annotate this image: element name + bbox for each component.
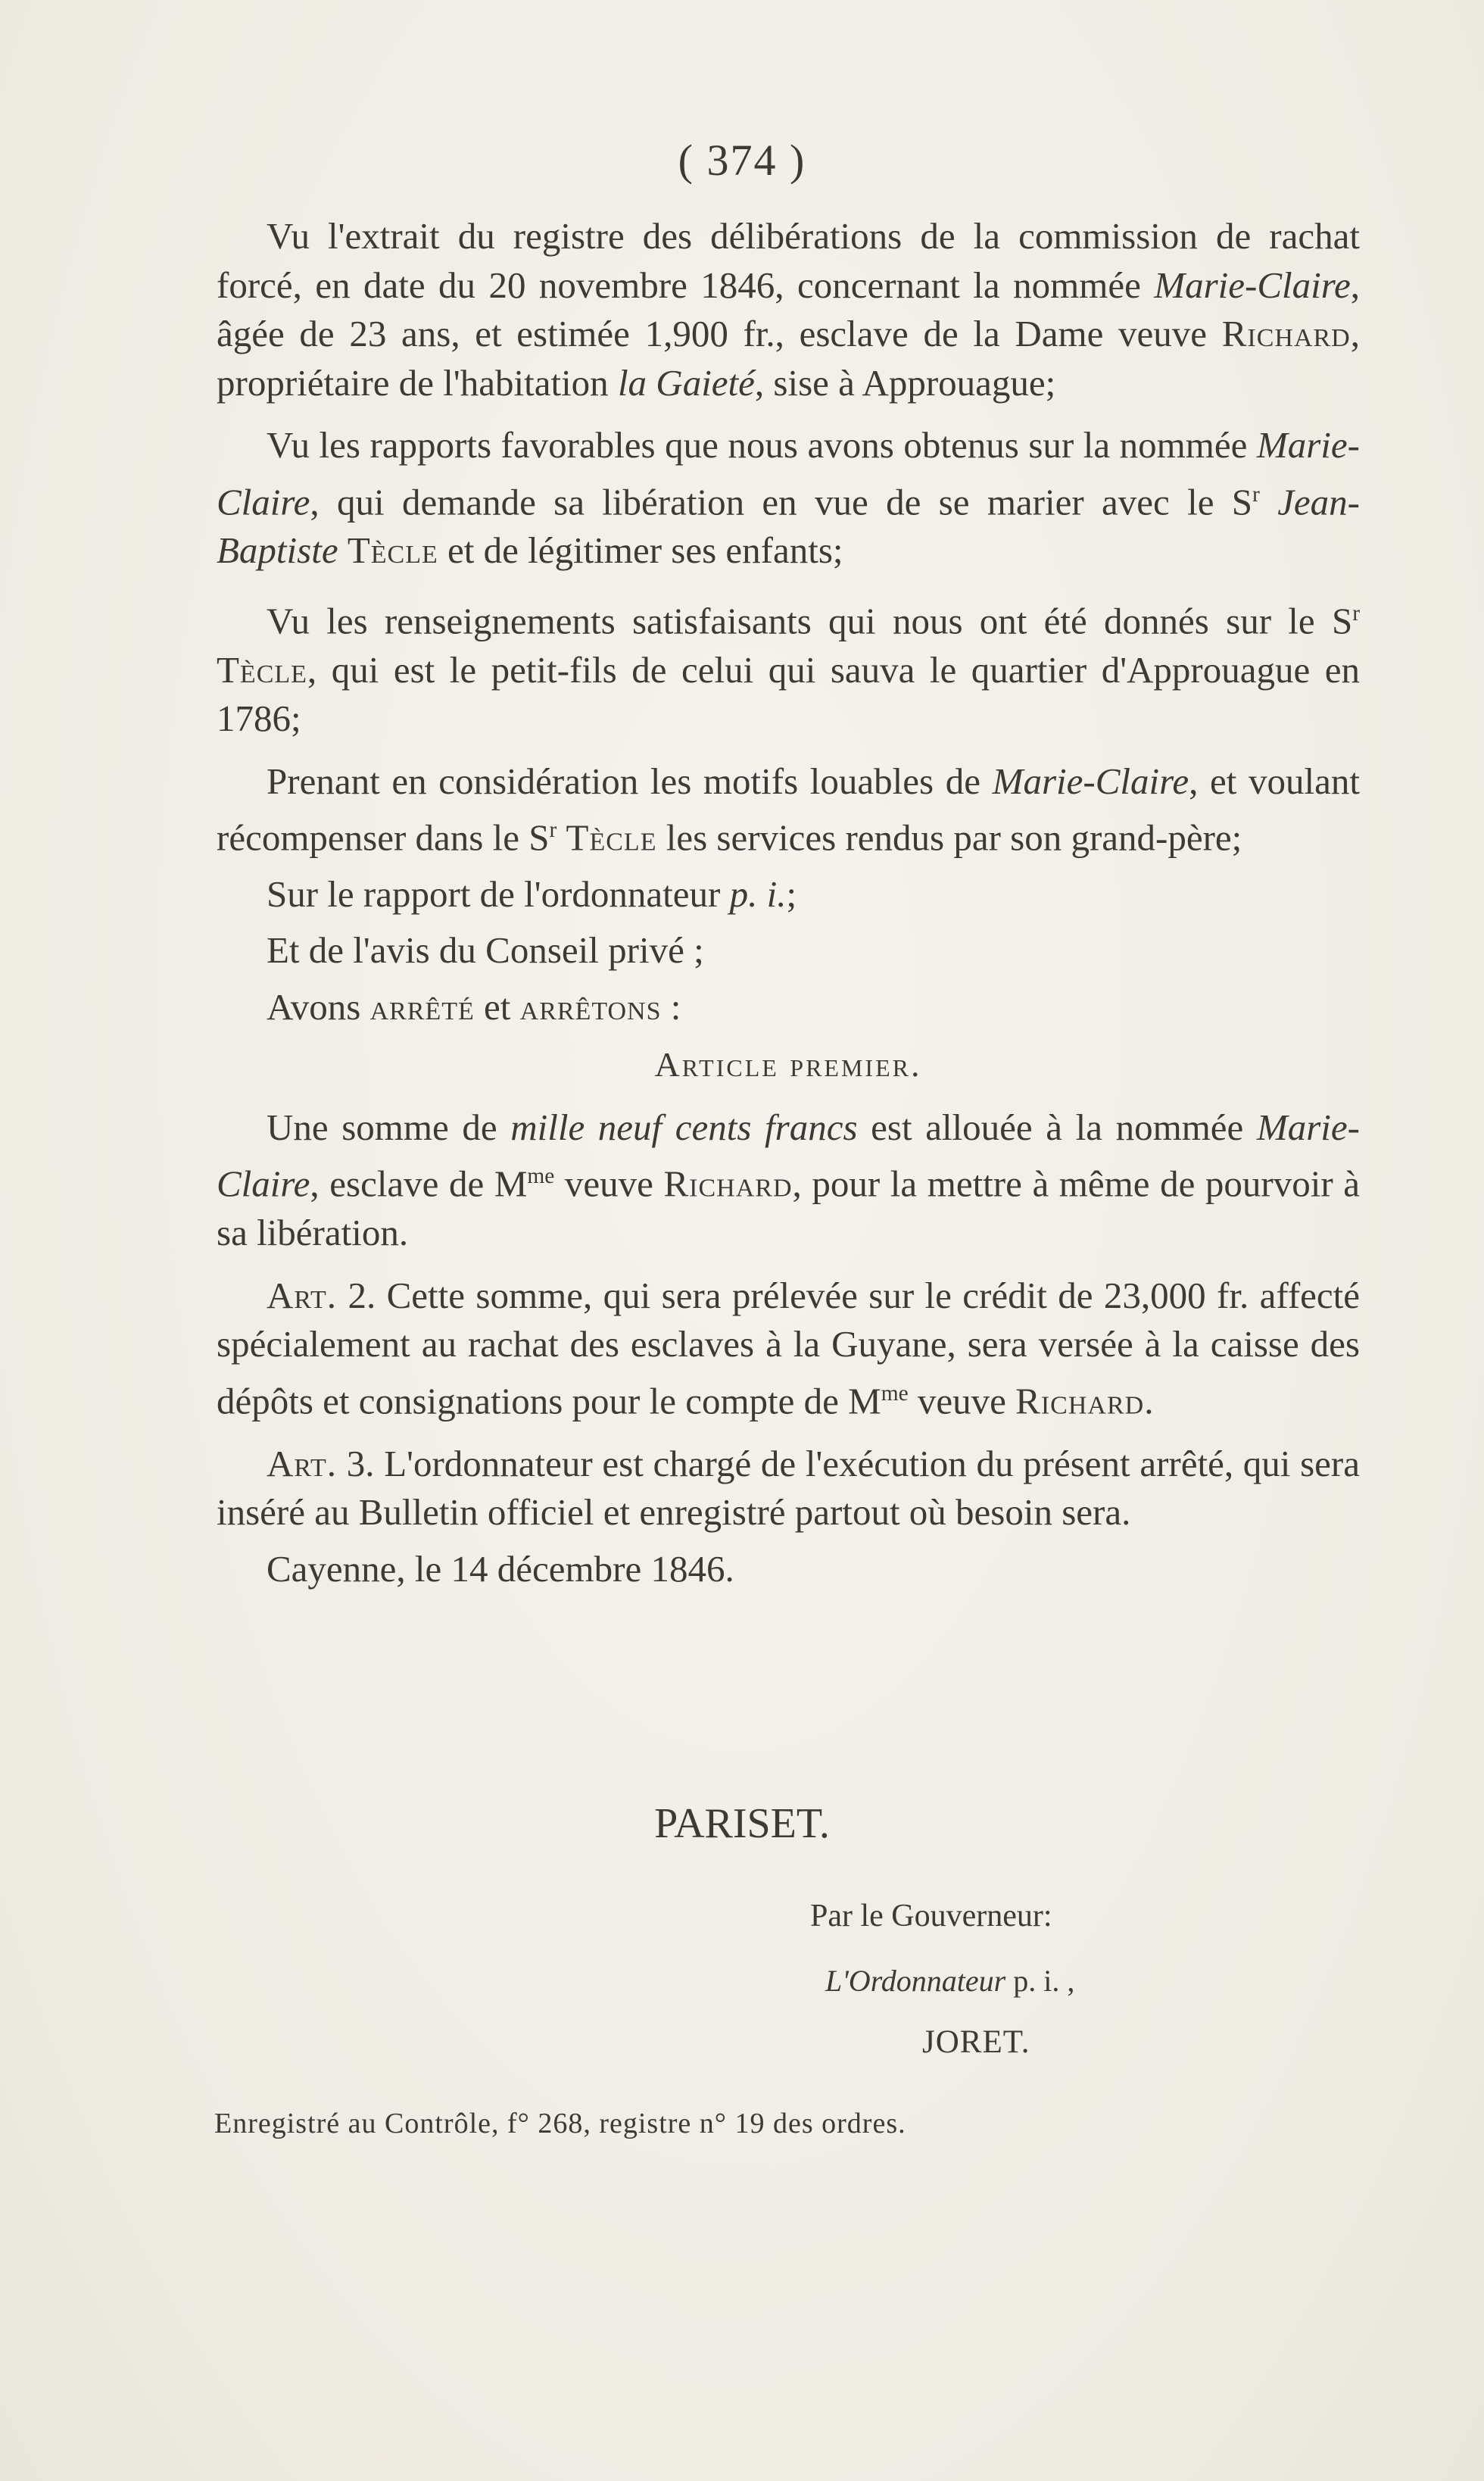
- paragraph-3: [217, 589, 1360, 744]
- p7-text-c: :: [661, 985, 681, 1028]
- paragraph-5: [217, 870, 1360, 919]
- p8-name: Marie-Claire: [217, 1106, 1360, 1205]
- p8-richard: Richard: [663, 1162, 793, 1205]
- page-number: ( 374 ): [678, 136, 806, 185]
- p10-art: Art.: [267, 1442, 338, 1484]
- p7-text-a: Avons: [267, 985, 370, 1028]
- p2-text-c: et de légitimer ses enfants;: [438, 529, 843, 572]
- p4-sup: r: [549, 818, 557, 843]
- ordonnateur-signature: JORET.: [922, 2024, 1030, 2060]
- p3-text-a: Vu les renseignements satisfaisants qui nous ont été donnés sur le S: [267, 600, 1353, 642]
- p5-text-a: Sur le rapport de l'ordonnateur: [267, 872, 730, 915]
- p7-text-b: et: [474, 985, 520, 1028]
- p1-richard: Richard: [1221, 313, 1351, 354]
- paragraph-11: Cayenne, le 14 décembre 1846.: [267, 1547, 734, 1590]
- ordonnateur-pi: p. i. ,: [1005, 1964, 1075, 1998]
- paragraph-10: [217, 1440, 1360, 1537]
- paragraph-7: [217, 983, 1360, 1032]
- article-heading: Article premier.: [654, 1045, 922, 1084]
- governor-signature: PARISET.: [654, 1800, 830, 1847]
- p8-sup: me: [527, 1164, 555, 1189]
- p2-text-b: , qui demande sa libération en vue de se marier avec le S: [310, 480, 1253, 523]
- p4-tecle: Tècle: [566, 816, 657, 859]
- p7-arretons: arrêtons: [519, 985, 662, 1028]
- p8-text-d: veuve: [554, 1162, 664, 1205]
- body-text: [217, 212, 1360, 1593]
- p3-sup: r: [1352, 601, 1360, 626]
- p2-tecle: Tècle: [347, 529, 438, 572]
- paragraph-2: [217, 421, 1360, 576]
- p2-jean-baptiste: Jean-Baptiste: [217, 480, 1361, 572]
- p7-arrete: arrêté: [369, 985, 475, 1028]
- p9-text-a: 2. Cette somme, qui sera prélevée sur le crédit de 23,000 fr. affecté spécialement au rachat des esclaves à la Guyane, sera versée à la caisse des dépôts et consignations pour le compte de M: [217, 1274, 1360, 1422]
- par-le-gouverneur: Par le Gouverneur:: [810, 1899, 1052, 1933]
- paragraph-4: [217, 757, 1360, 863]
- ordonnateur-title: L'Ordonnateur: [825, 1964, 1006, 1998]
- p5-pi: p. i.: [729, 872, 787, 915]
- p9-text-c: .: [1144, 1380, 1154, 1422]
- p4-text-a: Prenant en considération les motifs louables de: [267, 760, 993, 802]
- p8-text-b: est allouée à la nommée: [857, 1106, 1257, 1148]
- p3-tecle: Tècle: [217, 648, 307, 691]
- p2-sup: r: [1252, 482, 1260, 507]
- paragraph-9: [217, 1272, 1360, 1426]
- p9-art: Art.: [267, 1274, 338, 1316]
- p4-text-b: , et voulant récompenser dans le S: [217, 760, 1360, 859]
- p8-text-c: , esclave de M: [310, 1162, 528, 1205]
- p2-text-a: Vu les rapports favorables que nous avons obtenus sur la nommée: [267, 424, 1257, 466]
- p9-text-b: veuve: [908, 1380, 1016, 1422]
- p8-text-a: Une somme de: [267, 1106, 511, 1148]
- p8-amount: mille neuf cents francs: [510, 1106, 858, 1148]
- p2-name: Marie-Claire: [217, 424, 1360, 523]
- p1-text-c: , propriétaire de l'habitation: [217, 313, 1360, 404]
- p8-text-e: , pour la mettre à même de pourvoir à sa libération.: [217, 1162, 1360, 1254]
- p1-habitation: la Gaieté: [617, 361, 755, 404]
- p10-text-a: 3. L'ordonnateur est chargé de l'exécution du présent arrêté, qui sera inséré au Bulletin officiel et enregistré partout où besoin sera.: [217, 1442, 1360, 1534]
- ordonnateur-line: [825, 1963, 1074, 1999]
- p1-text-b: , âgée de 23 ans, et estimée 1,900 fr., esclave de la Dame veuve: [217, 264, 1360, 354]
- p3-text-b: , qui est le petit-fils de celui qui sauva le quartier d'Approuague en 1786;: [217, 648, 1360, 740]
- paragraph-8: [217, 1103, 1360, 1258]
- p4-name: Marie-Claire: [992, 760, 1189, 802]
- p4-text-c: les services rendus par son grand-père;: [656, 816, 1242, 859]
- paragraph-6: Et de l'avis du Conseil privé ;: [267, 929, 704, 972]
- p5-text-b: ;: [786, 872, 797, 915]
- p9-richard: Richard: [1015, 1380, 1145, 1422]
- paragraph-1: [217, 212, 1360, 407]
- p1-text-d: , sise à Approuague;: [754, 361, 1056, 404]
- p1-name: Marie-Claire: [1154, 264, 1351, 306]
- p9-sup: me: [881, 1381, 909, 1406]
- registration-footer: Enregistré au Contrôle, f° 268, registre n° 19 des ordres.: [214, 2108, 906, 2139]
- p1-text-a: Vu l'extrait du registre des délibérations de la commission de rachat forcé, en date du 20 novembre 1846, concernant la nommée: [217, 215, 1360, 306]
